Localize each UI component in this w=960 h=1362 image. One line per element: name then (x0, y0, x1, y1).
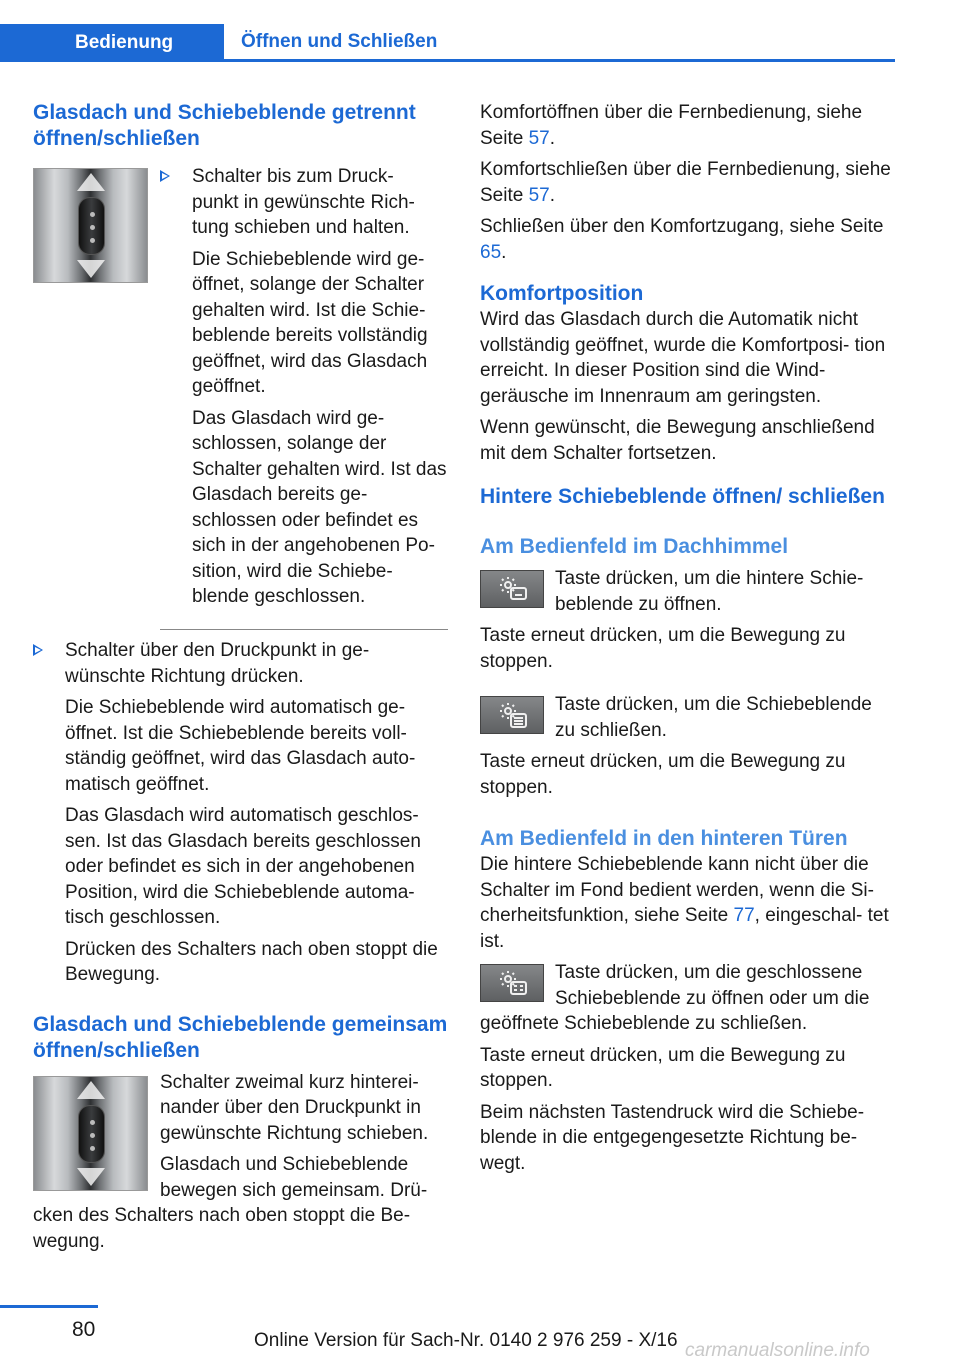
tab-bedienung[interactable]: Bedienung (0, 24, 224, 62)
gemeinsam-line5: bewegen sich gemeinsam. Drü- (160, 1179, 428, 1201)
list-item-1-text (160, 164, 448, 610)
item2-paragraph4: Drücken des Schalters nach oben stoppt die Bewegung. (65, 938, 438, 985)
btn1-after: Taste erneut drücken, um die Bewegung zu stoppen. (480, 625, 846, 672)
arrow-down-icon (77, 260, 105, 278)
heading-dachhimmel: Am Bedienfeld im Dachhimmel (480, 535, 789, 558)
btn2-after: Taste erneut drücken, um die Bewegung zu stoppen. (480, 751, 846, 798)
list-separator (160, 629, 448, 630)
button3-text (555, 960, 898, 1011)
gemeinsam-line1: Schalter zweimal kurz hinterei- (160, 1071, 419, 1093)
right-column (480, 100, 898, 1182)
komfortschliessen-paragraph: Komfortschließen über die Fernbedienung, siehe Seite 57. (480, 159, 891, 206)
watermark: carmanualsonline.info (685, 1340, 870, 1361)
dot-icon (90, 1133, 95, 1138)
btn2-line2: zu schließen. (555, 719, 667, 741)
item1-line1: Schalter bis zum Druck- (192, 166, 394, 187)
sunblind-rear-button-image (480, 964, 544, 1002)
footer-rule (0, 1305, 98, 1308)
gemeinsam-line2: nander über den Druckpunkt in (160, 1097, 421, 1118)
page-header (0, 24, 895, 62)
footer-online-version: Online Version für Sach-Nr. 0140 2 976 259 - X/16 (254, 1330, 678, 1351)
dot-icon (90, 212, 95, 217)
list-item-1 (33, 164, 448, 624)
heading-gemeinsam: Glasdach und Schiebeblende gemeinsam öffnen/schließen (33, 1012, 448, 1062)
komfort-paragraph1: Wird das Glasdach durch die Automatik nicht vollständig geöffnet, wurde die Komfortposi- tion erreicht. In dieser Position sind die Wind- geräusche im Innenraum am geringsten. (480, 309, 886, 407)
p3-text: Schließen über den Komfortzugang, siehe Seite (480, 216, 884, 237)
tueren-text: Die hintere Schiebeblende kann nicht über die Schalter im Fond bedient werden, wenn die Si- cherheitsfunktion, siehe Seite (480, 854, 874, 926)
btn1-line1: Taste drücken, um die hintere Schie- (555, 568, 864, 589)
gemeinsam-line3: gewünschte Richtung schieben. (160, 1122, 429, 1144)
btn1-line2: beblende zu öffnen. (555, 593, 722, 615)
sunblind-open-button-image (480, 570, 544, 608)
tab-oeffnen-und-schliessen[interactable]: Öffnen und Schließen (241, 31, 438, 52)
page-ref-77[interactable]: 77 (733, 905, 755, 926)
gemeinsam-line4: Glasdach und Schiebeblende (160, 1154, 409, 1175)
button1-text (555, 566, 898, 617)
button1-block (480, 566, 898, 674)
btn3-line1: Taste drücken, um die geschlossene (555, 962, 863, 983)
btn3-line3: geöffnete Schiebeblende zu schließen. (480, 1013, 808, 1034)
dot-icon (90, 1146, 95, 1151)
heading-komfortposition: Komfortposition (480, 282, 644, 305)
btn3-after: Taste erneut drücken, um die Bewegung zu stoppen. (480, 1044, 846, 1091)
heading-hintere-schiebeblende: Hintere Schiebeblende öffnen/ schließen (480, 485, 885, 508)
p1-text: Komfortöffnen über die Fernbedienung, siehe Seite (480, 102, 863, 149)
triangle-bullet-icon (160, 170, 170, 182)
komfort-paragraph2: Wenn gewünscht, die Bewegung anschließend mit dem Schalter fortsetzen. (480, 417, 875, 464)
item1-paragraph3: Das Glasdach wird ge- schlossen, solange der Schalter gehalten wird. Ist das Glasdach bereits ge- schlossen oder befindet es sich in der angehobenen Po- sition, wird die Schiebe- blende geschlossen. (192, 407, 447, 607)
left-column (33, 100, 448, 1254)
final-paragraph: Beim nächsten Tastendruck wird die Schiebe- blende in die entgegengesetzte Richtung be- wegt. (480, 1101, 865, 1174)
gemeinsam-line6: cken des Schalters nach oben stoppt die Be- wegung. (33, 1205, 411, 1252)
dot-icon (90, 1120, 95, 1125)
header-rule (0, 59, 895, 62)
sunblind-close-icon (481, 697, 545, 735)
list-item-2 (33, 638, 448, 988)
btn3-line2: Schiebeblende zu öffnen oder um die (555, 987, 870, 1009)
button2-block (480, 692, 898, 800)
arrow-up-icon (77, 173, 105, 191)
page-number: 80 (72, 1318, 96, 1341)
item1-line2: punkt in gewünschte Rich- (192, 191, 415, 213)
p2-text: Komfortschließen über die Fernbedienung, siehe Seite (480, 159, 891, 206)
roof-switch-image-2 (33, 1076, 148, 1191)
button3-block (480, 960, 898, 1176)
switch-knob (78, 1105, 105, 1163)
item1-line3: tung schieben und halten. (192, 217, 410, 238)
item1-paragraph2: Die Schiebeblende wird ge- öffnet, solange der Schalter gehalten wird. Ist die Schie- beblende bereits vollständig geöffnet, wird das Glasdach geöffnet. (192, 248, 428, 397)
heading-hintere-tueren: Am Bedienfeld in den hinteren Türen (480, 827, 848, 850)
heading-getrennt: Glasdach und Schiebeblende getrennt öffnen/schließen (33, 101, 416, 150)
page-ref-57[interactable]: 57 (528, 127, 550, 149)
item2-paragraph3: Das Glasdach wird automatisch geschlos- sen. Ist das Glasdach bereits geschlossen oder befindet es sich in der angehobenen Position, wird die Schiebeblende automa- tisch geschlossen. (65, 805, 421, 928)
roof-switch-image (33, 168, 148, 283)
triangle-bullet-icon (33, 644, 43, 656)
switch-knob (78, 197, 105, 255)
page-ref-65[interactable]: 65 (480, 241, 502, 263)
arrow-up-icon (77, 1081, 105, 1099)
dot-icon (90, 225, 95, 230)
page-ref-57b[interactable]: 57 (528, 184, 550, 206)
gemeinsam-text (160, 1070, 448, 1204)
komfortoeffnen-paragraph: Komfortöffnen über die Fernbedienung, siehe Seite 57. (480, 102, 863, 149)
komfortzugang-paragraph: Schließen über den Komfortzugang, siehe Seite 65. (480, 216, 884, 263)
sunblind-rear-icon (481, 965, 545, 1003)
item2-paragraph2: Die Schiebeblende wird automatisch ge- öffnet. Ist die Schiebeblende bereits voll- ständig geöffnet, wird das Glasdach auto- matisch geöffnet. (65, 697, 416, 795)
dot-icon (90, 238, 95, 243)
item2-paragraph1: Schalter über den Druckpunkt in ge- wünschte Richtung drücken. (65, 640, 370, 687)
button2-text (555, 692, 898, 743)
btn2-line1: Taste drücken, um die Schiebeblende (555, 694, 872, 715)
arrow-down-icon (77, 1168, 105, 1186)
sunblind-close-button-image (480, 696, 544, 734)
tueren-paragraph (480, 852, 898, 954)
sunblind-open-icon (481, 571, 545, 609)
tueren-end: , eingeschal- tet ist. (480, 905, 889, 952)
gemeinsam-block (33, 1070, 448, 1255)
